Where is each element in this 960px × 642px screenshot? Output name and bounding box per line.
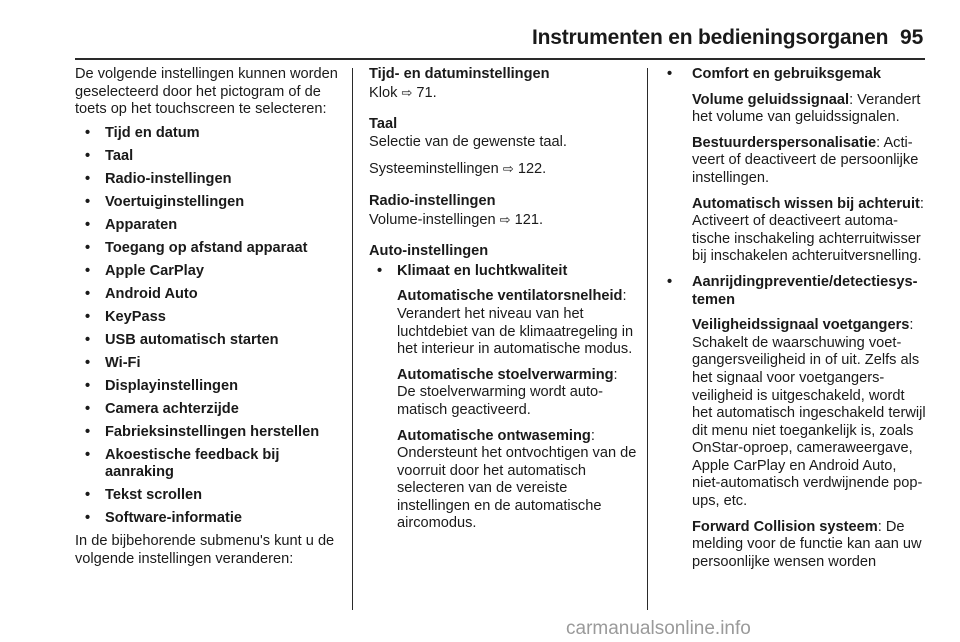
list-item: • Apple CarPlay [85, 262, 204, 279]
description: Bestuurderspersonalisatie: Activeert of deactiveert de persoonlijke instellingen. [692, 134, 919, 186]
body-text: Klok ⇨ 71. [369, 84, 437, 101]
column-1 [75, 66, 341, 568]
list-item: • Toegang op afstand apparaat [85, 239, 308, 256]
description: Veiligheidssignaal voetgangers: Schakelt de waarschuwing voetgangersveiligheid in of uit. Zelfs als het signaal voor voetgangersveiligheid is uitgeschakeld, wordt het automatisch ingeschakeld terwijl dit menu niet toegankelijk is, zoals OnStar-oproep, cameraweergave, Apple CarPlay en Android Auto, niet-automatisch verdwijnende pop-ups, etc. [692, 317, 926, 510]
body-text: Systeeminstellingen ⇨ 122. [369, 161, 547, 178]
list-item: • Android Auto [85, 285, 198, 302]
description: Automatische stoelverwarming: De stoelverwarming wordt automatisch geactiveerd. [397, 366, 618, 418]
page-ref-arrow-icon: ⇨ [502, 161, 514, 177]
page-title: Instrumenten en bedieningsorganen [532, 26, 889, 49]
list-item: • Wi-Fi [85, 354, 141, 371]
section-heading: Radio-instellingen [369, 192, 496, 209]
list-item: • Taal [85, 147, 134, 164]
section-heading: Taal [369, 116, 398, 133]
list-item: • Software-informatie [85, 510, 243, 527]
page-number: 95 [900, 26, 924, 49]
header-rule [75, 58, 925, 60]
page-ref-arrow-icon: ⇨ [401, 84, 413, 100]
list-item: • Tekst scrollen [85, 487, 203, 504]
watermark: carmanualsonline.info [566, 618, 751, 639]
description: Forward Collision systeem: De melding voor de functie kan aan uw persoonlijke wensen worden [692, 518, 922, 570]
section-heading: Auto-instellingen [369, 243, 489, 260]
outro-text: In de bijbehorende submenu's kunt u de volgende instellingen veranderen: [75, 533, 335, 567]
body-text: Selectie van de gewenste taal. [369, 133, 567, 150]
page-ref-arrow-icon: ⇨ [499, 211, 511, 227]
list-item: • Displayinstellingen [85, 377, 238, 394]
settings-list [75, 125, 341, 528]
list-item: • Radio-instellingen [85, 170, 232, 187]
intro-text: De volgende instellingen kunnen worden geselecteerd door het pictogram of de toets op het touchscreen te selecteren: [75, 66, 338, 118]
column-2 [369, 66, 637, 533]
list-item: • Camera achterzijde [85, 400, 239, 417]
column-divider-2 [647, 68, 648, 610]
body-text: Volume-instellingen ⇨ 121. [369, 211, 543, 228]
column-3 [664, 66, 928, 571]
list-item: • Comfort en gebruiksgemak Volume geluidssignaal: Verandert het volume van geluidssignalen. Bestuurderspersonalisatie: Activeert of deactiveert de persoonlijke instellingen. Automatisch wissen bij achteruit: Activeert of deactiveert automatische inschakeling achterruitwisser bij inschakelen achteruitversnelling. [664, 66, 928, 266]
list-item: • Aanrijdingpreventie/detectiesystemen Veiligheidssignaal voetgangers: Schakelt de waarschuwing voetgangersveiligheid in of uit. Zelfs als het signaal voor voetgangersveiligheid is uitgeschakeld, wordt het automatisch ingeschakeld terwijl dit menu niet toegankelijk is, zoals OnStar-oproep, cameraweergave, Apple CarPlay en Android Auto, niet-automatisch verdwijnende pop-ups, etc. Forward Collision systeem: De melding voor de functie kan aan uw persoonlijke wensen worden [664, 274, 928, 572]
description: Automatische ventilatorsnelheid: Verandert het niveau van het luchtdebiet van de klimaatregeling in het interieur in automatische modus. [397, 288, 634, 358]
list-item: • KeyPass [85, 308, 166, 325]
page-header [0, 0, 960, 60]
list-item: • Voertuiginstellingen [85, 193, 245, 210]
section-heading: Tijd- en datuminstellingen [369, 66, 550, 82]
list-item: • Akoestische feedback bij aanraking [85, 446, 280, 481]
description: Volume geluidssignaal: Verandert het volume van geluidssignalen. [692, 91, 921, 126]
description: Automatisch wissen bij achteruit: Activeert of deactiveert automatische inschakeling achterruitwisser bij inschakelen achteruitversnelling. [692, 195, 924, 265]
description: Automatische ontwaseming: Ondersteunt het ontvochtigen van de voorruit door het automatisch selecteren van de vereiste instellingen en de automatische aircomodus. [397, 427, 637, 532]
list-item: • Tijd en datum [85, 124, 200, 141]
list-item: • Klimaat en luchtkwaliteit Automatische ventilatorsnelheid: Verandert het niveau van het luchtdebiet van de klimaatregeling in het interieur in automatische modus. Automatische stoelverwarming: De stoelverwarming wordt automatisch geactiveerd. Automatische ontwaseming: Ondersteunt het ontvochtigen van de voorruit door het automatisch selecteren van de vereiste instellingen en de automatische aircomodus. [377, 262, 637, 532]
list-item: • Apparaten [85, 216, 178, 233]
list-item: • Fabrieksinstellingen herstellen [85, 423, 320, 440]
column-divider-1 [352, 68, 353, 610]
list-item: • USB automatisch starten [85, 331, 279, 348]
